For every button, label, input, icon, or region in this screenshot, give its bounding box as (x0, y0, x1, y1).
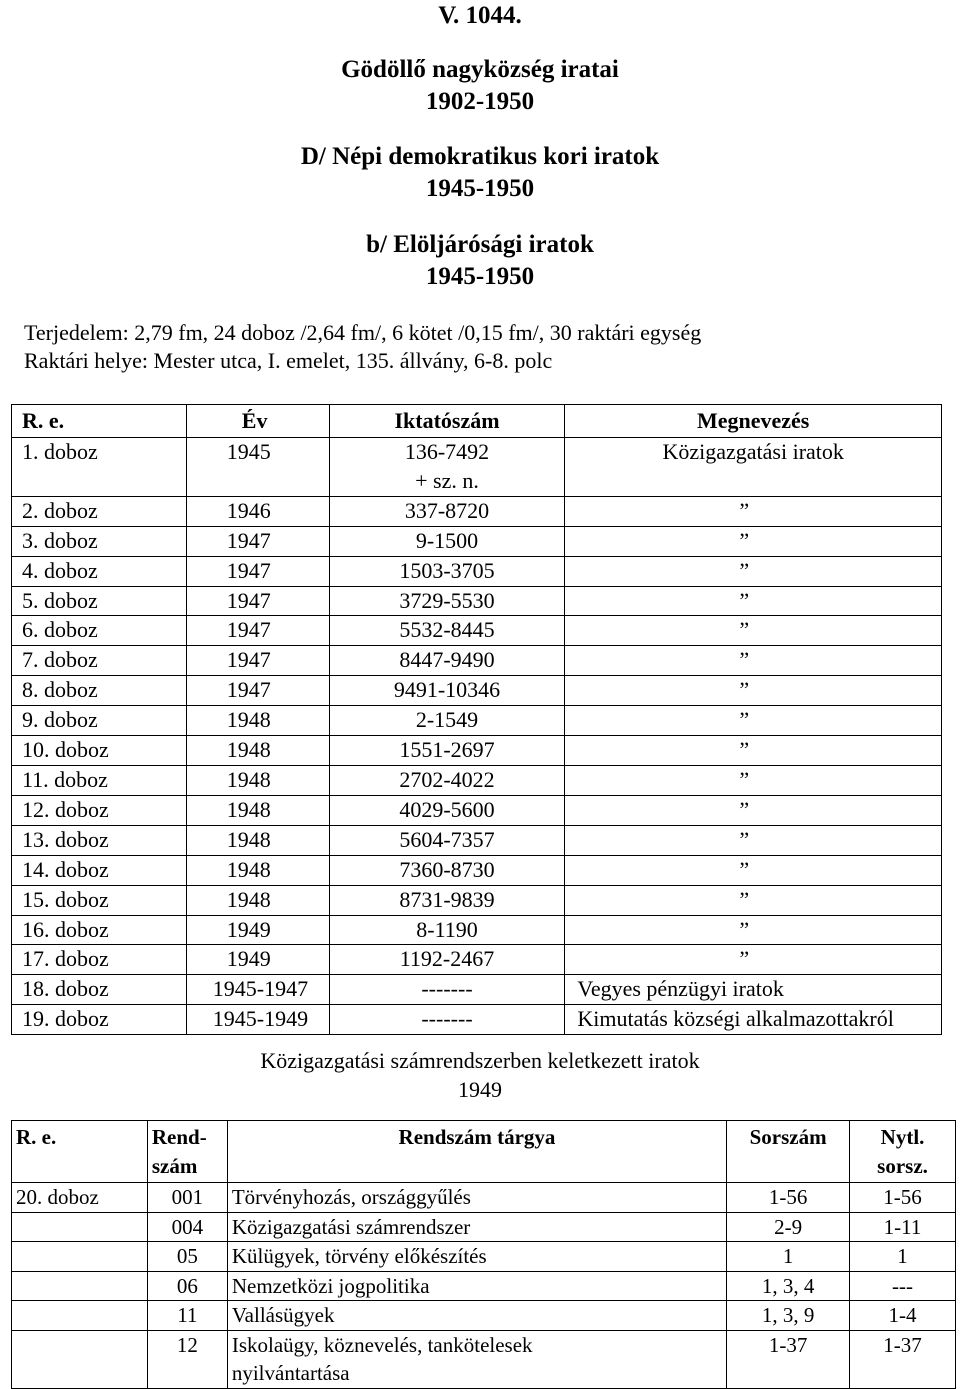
cell-megnevezes: ” (565, 496, 942, 526)
cell-iktatoszam: 1503-3705 (329, 556, 565, 586)
cell-ev: 1949 (186, 945, 329, 975)
cell-re: 3. doboz (12, 526, 187, 556)
table-row (12, 795, 942, 825)
cell-megnevezes: ” (565, 706, 942, 736)
cell-iktatoszam: 2-1549 (329, 706, 565, 736)
col-header-re: R. e. (12, 1121, 148, 1183)
cell-megnevezes: ” (565, 616, 942, 646)
cell-iktatoszam: 5532-8445 (329, 616, 565, 646)
cell-megnevezes: ” (565, 646, 942, 676)
cell-nytl: 1-56 (850, 1183, 956, 1213)
cell-megnevezes: ” (565, 945, 942, 975)
table-row (12, 616, 942, 646)
cell-ev: 1949 (186, 915, 329, 945)
table-header-row (12, 405, 942, 438)
iktatoszam-extra: + sz. n. (415, 467, 479, 493)
cell-re: 7. doboz (12, 646, 187, 676)
fond-title: Gödöllő nagyközség iratai (341, 56, 619, 83)
cell-re: 12. doboz (12, 795, 187, 825)
cell-re (12, 1271, 148, 1301)
cell-ev: 1948 (186, 855, 329, 885)
cell-iktatoszam: 5604-7357 (329, 825, 565, 855)
cell-ev: 1948 (186, 736, 329, 766)
cell-targy: Külügyek, törvény előkészítés (227, 1242, 726, 1272)
cell-re: 10. doboz (12, 736, 187, 766)
cell-ev: 1948 (186, 825, 329, 855)
table-row (12, 975, 942, 1005)
table-row (12, 1330, 956, 1388)
table-row (12, 556, 942, 586)
cell-ev: 1945-1949 (186, 1005, 329, 1035)
cell-nytl: 1-11 (850, 1212, 956, 1242)
table-row (12, 646, 942, 676)
cell-ev: 1947 (186, 526, 329, 556)
cell-targy: Törvényhozás, országgyűlés (227, 1183, 726, 1213)
subsection-year: 1949 (458, 1077, 502, 1102)
nytl-header-line1: Nytl. (880, 1125, 925, 1149)
table-row (12, 945, 942, 975)
table-row (12, 676, 942, 706)
cell-iktatoszam (329, 438, 565, 497)
cell-iktatoszam: 9491-10346 (329, 676, 565, 706)
cell-sorszam: 1-56 (727, 1183, 850, 1213)
col-header-iktatoszam: Iktatószám (329, 405, 565, 438)
cell-iktatoszam: 9-1500 (329, 526, 565, 556)
cell-re: 4. doboz (12, 556, 187, 586)
table-row (12, 1242, 956, 1272)
cell-rendszam: 05 (147, 1242, 227, 1272)
table-row (12, 526, 942, 556)
cell-ev: 1945-1947 (186, 975, 329, 1005)
table-row (12, 496, 942, 526)
table-row (12, 855, 942, 885)
table-row (12, 1005, 942, 1035)
table-row (12, 915, 942, 945)
cell-re: 17. doboz (12, 945, 187, 975)
cell-ev: 1947 (186, 616, 329, 646)
cell-megnevezes: ” (565, 825, 942, 855)
section-years: 1945-1950 (425, 175, 535, 202)
cell-rendszam: 11 (147, 1301, 227, 1331)
cell-nytl: 1 (850, 1242, 956, 1272)
subsection-heading: Közigazgatási számrendszerben keletkezett iratok (260, 1048, 700, 1073)
cell-iktatoszam: ------- (329, 1005, 565, 1035)
iktatoszam-range: 136-7492 (404, 439, 490, 464)
cell-nytl: 1-37 (850, 1330, 956, 1388)
cell-iktatoszam: 3729-5530 (329, 586, 565, 616)
targy-line2: nyilvántartása (231, 1361, 350, 1385)
cell-re: 8. doboz (12, 676, 187, 706)
targy-line1: Iskolaügy, köznevelés, tankötelesek (231, 1332, 533, 1357)
cell-targy: Közigazgatási számrendszer (227, 1212, 726, 1242)
cell-iktatoszam: 337-8720 (329, 496, 565, 526)
cell-ev: 1945 (186, 438, 329, 497)
cell-megnevezes: ” (565, 915, 942, 945)
table-header-row (12, 1121, 956, 1183)
cell-iktatoszam: 2702-4022 (329, 765, 565, 795)
fond-code: V. 1044. (438, 2, 522, 29)
cell-re: 9. doboz (12, 706, 187, 736)
col-header-targy: Rendszám tárgya (227, 1121, 726, 1183)
cell-re (12, 1301, 148, 1331)
subsection-title: b/ Elöljárósági iratok (366, 231, 594, 258)
table-row (12, 1301, 956, 1331)
location-text: Raktári helye: Mester utca, I. emelet, 135. állvány, 6-8. polc (24, 348, 553, 373)
cell-sorszam: 2-9 (727, 1212, 850, 1242)
cell-re: 5. doboz (12, 586, 187, 616)
cell-iktatoszam: 8447-9490 (329, 646, 565, 676)
cell-rendszam: 004 (147, 1212, 227, 1242)
cell-rendszam: 12 (147, 1330, 227, 1388)
cell-ev: 1948 (186, 795, 329, 825)
cell-megnevezes: Kimutatás községi alkalmazottakról (565, 1005, 942, 1035)
col-header-re: R. e. (12, 405, 187, 438)
cell-rendszam: 001 (147, 1183, 227, 1213)
col-header-nytl (850, 1121, 956, 1183)
table-row (12, 586, 942, 616)
numbering-system-table (11, 1120, 956, 1389)
col-header-rendszam (147, 1121, 227, 1183)
cell-targy: Vallásügyek (227, 1301, 726, 1331)
cell-re: 20. doboz (12, 1183, 148, 1213)
cell-sorszam: 1, 3, 9 (727, 1301, 850, 1331)
cell-ev: 1947 (186, 646, 329, 676)
col-header-ev: Év (186, 405, 329, 438)
rendszam-header-line2: szám (151, 1153, 198, 1178)
fond-years: 1902-1950 (425, 88, 535, 115)
cell-sorszam: 1-37 (727, 1330, 850, 1388)
cell-re: 1. doboz (12, 438, 187, 497)
rendszam-header-line1: Rend- (151, 1125, 207, 1149)
cell-re (12, 1330, 148, 1388)
cell-iktatoszam: ------- (329, 975, 565, 1005)
box-inventory-table (11, 404, 942, 1035)
cell-re: 2. doboz (12, 496, 187, 526)
cell-iktatoszam: 1192-2467 (329, 945, 565, 975)
cell-iktatoszam: 7360-8730 (329, 855, 565, 885)
cell-megnevezes: ” (565, 676, 942, 706)
cell-iktatoszam: 1551-2697 (329, 736, 565, 766)
table-row (12, 1271, 956, 1301)
cell-megnevezes: ” (565, 765, 942, 795)
cell-re (12, 1212, 148, 1242)
table-row (12, 885, 942, 915)
cell-re: 11. doboz (12, 765, 187, 795)
cell-re: 6. doboz (12, 616, 187, 646)
cell-ev: 1948 (186, 885, 329, 915)
cell-nytl: 1-4 (850, 1301, 956, 1331)
cell-megnevezes: ” (565, 526, 942, 556)
extent-text: Terjedelem: 2,79 fm, 24 doboz /2,64 fm/, 6 kötet /0,15 fm/, 30 raktári egység (24, 320, 702, 345)
cell-re (12, 1242, 148, 1272)
table-row (12, 1183, 956, 1213)
table-row (12, 438, 942, 497)
table-row (12, 736, 942, 766)
cell-targy (227, 1330, 726, 1388)
cell-ev: 1948 (186, 706, 329, 736)
cell-megnevezes: ” (565, 885, 942, 915)
col-header-sorszam: Sorszám (727, 1121, 850, 1183)
section-title: D/ Népi demokratikus kori iratok (300, 143, 660, 170)
nytl-header-line2: sorsz. (877, 1153, 928, 1178)
cell-ev: 1946 (186, 496, 329, 526)
cell-ev: 1947 (186, 586, 329, 616)
table-row (12, 765, 942, 795)
cell-megnevezes: ” (565, 586, 942, 616)
col-header-megnevezes: Megnevezés (565, 405, 942, 438)
cell-iktatoszam: 8-1190 (329, 915, 565, 945)
cell-re: 16. doboz (12, 915, 187, 945)
cell-megnevezes: Közigazgatási iratok (565, 438, 942, 497)
cell-megnevezes: ” (565, 795, 942, 825)
cell-megnevezes: ” (565, 556, 942, 586)
cell-rendszam: 06 (147, 1271, 227, 1301)
table-row (12, 706, 942, 736)
cell-megnevezes: Vegyes pénzügyi iratok (565, 975, 942, 1005)
cell-re: 13. doboz (12, 825, 187, 855)
cell-megnevezes: ” (565, 736, 942, 766)
cell-re: 14. doboz (12, 855, 187, 885)
table-row (12, 825, 942, 855)
cell-targy: Nemzetközi jogpolitika (227, 1271, 726, 1301)
table-row (12, 1212, 956, 1242)
cell-ev: 1947 (186, 676, 329, 706)
cell-ev: 1947 (186, 556, 329, 586)
cell-re: 19. doboz (12, 1005, 187, 1035)
cell-iktatoszam: 4029-5600 (329, 795, 565, 825)
cell-sorszam: 1, 3, 4 (727, 1271, 850, 1301)
cell-sorszam: 1 (727, 1242, 850, 1272)
subsection-years: 1945-1950 (425, 263, 535, 290)
cell-ev: 1948 (186, 765, 329, 795)
cell-re: 18. doboz (12, 975, 187, 1005)
cell-megnevezes: ” (565, 855, 942, 885)
cell-re: 15. doboz (12, 885, 187, 915)
cell-nytl: --- (850, 1271, 956, 1301)
cell-iktatoszam: 8731-9839 (329, 885, 565, 915)
